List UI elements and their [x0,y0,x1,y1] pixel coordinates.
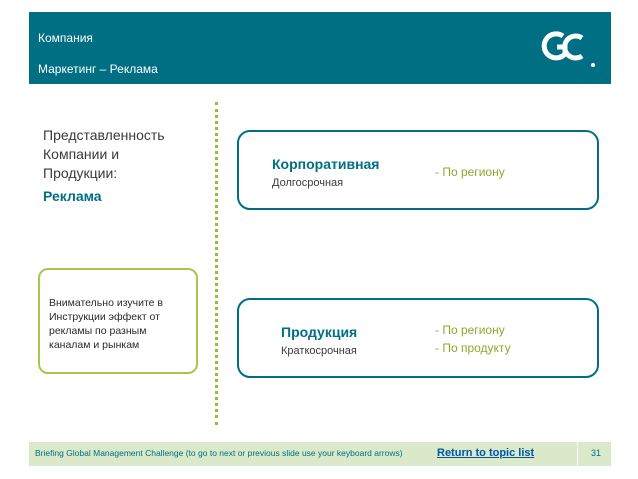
card-options [435,321,511,357]
card-title: Продукция [281,324,358,340]
section-highlight: Реклама [43,188,102,204]
card-title: Корпоративная [272,156,380,172]
card-option: - По региону [435,165,505,179]
header-title: Компания [38,31,93,45]
instruction-note-text: Внимательно изучите в Инструкции эффект от рекламы по разным каналам и рынкам [49,297,164,351]
slide-footer [29,442,611,466]
section-title-line: Компании и [43,146,120,162]
card-subtitle: Долгосрочная [272,177,344,189]
section-title [43,126,165,206]
section-title-line: Представленность [43,127,165,143]
slide-header [29,12,611,84]
header-subtitle: Маркетинг – Реклама [38,62,158,76]
dotted-divider [215,102,218,425]
corporate-advertising-card [237,130,599,210]
card-option: - По продукту [435,341,511,355]
product-advertising-card [237,298,599,378]
card-subtitle: Краткосрочная [281,345,357,357]
instruction-note [38,268,198,374]
gc-logo-icon [537,22,599,76]
section-title-line: Продукции: [43,165,118,181]
footer-separator [577,442,578,466]
card-options [435,163,505,181]
footer-text: Briefing Global Management Challenge (to go to next or previous slide use your keyboard arrows) [35,448,403,458]
page-number: 31 [591,448,602,458]
return-to-topic-list-link[interactable]: Return to topic list [437,447,535,459]
card-option: - По региону [435,323,505,337]
